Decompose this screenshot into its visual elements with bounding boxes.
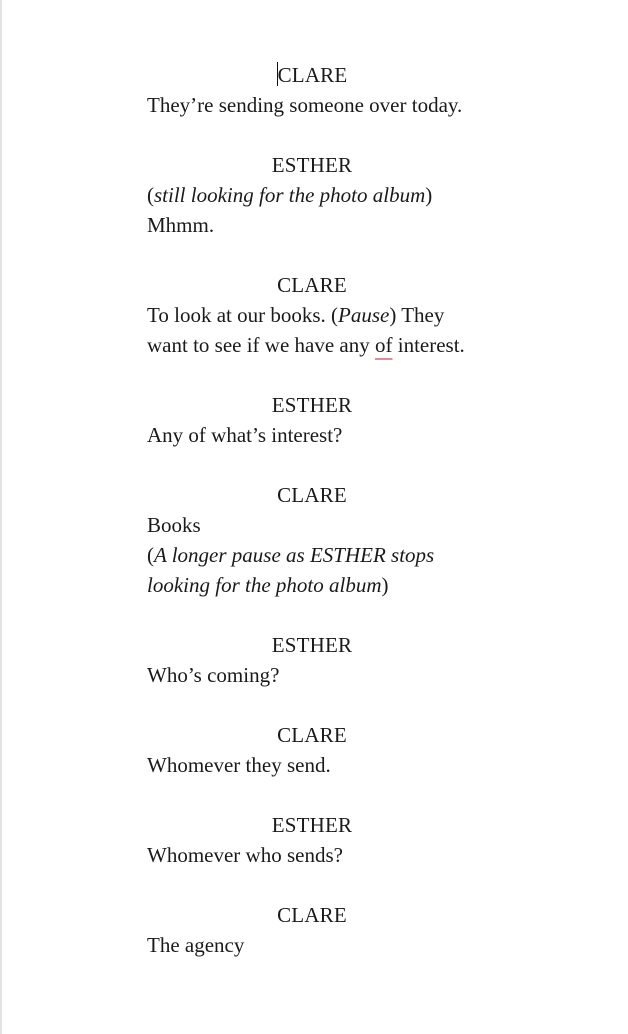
dialogue-line: [147, 930, 477, 960]
character-name: [147, 150, 477, 180]
character-name: [147, 810, 477, 840]
dialogue-text: ): [425, 183, 433, 207]
character-name-text: ESTHER: [271, 813, 353, 837]
page-left-edge: [0, 0, 2, 1034]
character-name-text: CLARE: [277, 273, 347, 297]
character-name: [147, 390, 477, 420]
character-name-text: CLARE: [277, 903, 347, 927]
character-name-text: ESTHER: [271, 393, 353, 417]
dialogue-text: (: [147, 183, 154, 207]
character-name-text: CLARE: [277, 723, 347, 747]
dialogue-text: Whomever they send.: [147, 753, 331, 777]
stage-direction: still looking for the photo album: [154, 183, 426, 207]
dialogue-line: [147, 180, 477, 210]
dialogue-block: [147, 630, 477, 690]
dialogue-text: ): [381, 573, 389, 597]
dialogue-text: want to see if we have any: [147, 333, 375, 357]
character-name: [147, 720, 477, 750]
dialogue-line: [147, 330, 477, 360]
dialogue-text: Any of what’s interest?: [147, 423, 343, 447]
dialogue-text: They’re sending someone over today.: [147, 93, 463, 117]
dialogue-line: [147, 300, 477, 330]
dialogue-text: Who’s coming?: [147, 663, 280, 687]
dialogue-line: [147, 420, 477, 450]
character-name-text: ESTHER: [271, 153, 353, 177]
stage-direction: looking for the photo album: [147, 573, 382, 597]
character-name-text: ESTHER: [271, 633, 353, 657]
dialogue-text: ) They: [389, 303, 445, 327]
character-name: [147, 480, 477, 510]
spellcheck-flagged-word: of: [375, 333, 393, 357]
dialogue-block: [147, 390, 477, 450]
character-name-text: CLARE: [277, 483, 347, 507]
dialogue-block: [147, 60, 477, 120]
character-name: [147, 630, 477, 660]
dialogue-text: The agency: [147, 933, 245, 957]
dialogue-line: [147, 210, 477, 240]
dialogue-block: [147, 150, 477, 240]
dialogue-block: [147, 900, 477, 960]
dialogue-text: (: [147, 543, 154, 567]
stage-direction: Pause: [338, 303, 390, 327]
dialogue-line: [147, 90, 477, 120]
dialogue-block: [147, 480, 477, 600]
dialogue-text: Books: [147, 513, 201, 537]
dialogue-line: [147, 750, 477, 780]
dialogue-text: Whomever who sends?: [147, 843, 343, 867]
dialogue-line: [147, 540, 477, 570]
dialogue-text: Mhmm.: [147, 213, 215, 237]
dialogue-line: [147, 840, 477, 870]
screenplay-document[interactable]: [147, 60, 477, 990]
character-name: [147, 60, 477, 90]
character-name: [147, 270, 477, 300]
dialogue-block: [147, 810, 477, 870]
stage-direction: A longer pause as ESTHER stops: [154, 543, 435, 567]
character-name: [147, 900, 477, 930]
dialogue-text: interest.: [392, 333, 465, 357]
dialogue-block: [147, 720, 477, 780]
dialogue-line: [147, 510, 477, 540]
dialogue-line: [147, 660, 477, 690]
character-name-text: CLARE: [277, 63, 348, 87]
dialogue-block: [147, 270, 477, 360]
dialogue-text: To look at our books. (: [147, 303, 339, 327]
dialogue-line: [147, 570, 477, 600]
